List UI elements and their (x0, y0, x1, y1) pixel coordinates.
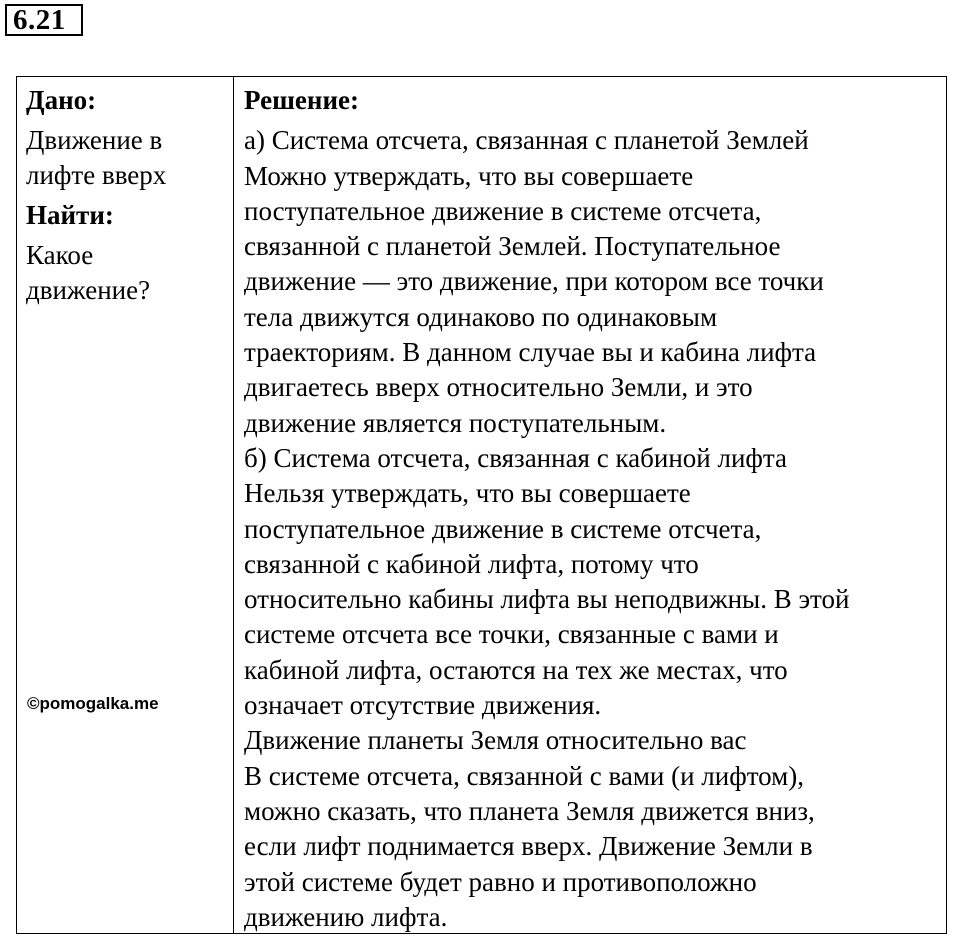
solution-column (244, 83, 944, 935)
given-column (26, 83, 226, 308)
solution-line: движению лифта. (244, 901, 448, 932)
solution-line: системе отсчета все точки, связанные с вами и (244, 619, 779, 650)
solution-line: тела движутся одинаково по одинаковым (244, 301, 718, 332)
given-line: Движение в (26, 125, 163, 155)
find-line: движение? (26, 275, 151, 305)
column-divider (233, 77, 234, 933)
find-line: Какое (26, 240, 94, 270)
solution-line: поступательное движение в системе отсчета, (244, 513, 762, 544)
solution-line: связанной с планетой Землей. Поступательное (244, 231, 781, 262)
solution-line: Можно утверждать, что вы совершаете (244, 160, 694, 191)
given-line: лифте вверх (26, 160, 167, 190)
solution-line: а) Система отсчета, связанная с планетой Землей (244, 125, 809, 156)
solution-line: этой системе будет равно и противоположно (244, 866, 757, 897)
solution-line: б) Система отсчета, связанная с кабиной лифта (244, 442, 788, 473)
find-text (26, 238, 226, 308)
given-text (26, 123, 226, 193)
find-heading: Найти: (26, 200, 114, 230)
solution-line: относительно кабины лифта вы неподвижны. В этой (244, 584, 850, 615)
solution-heading: Решение: (244, 85, 359, 115)
solution-body (244, 123, 944, 935)
solution-line: траекториям. В данном случае вы и кабина лифта (244, 337, 817, 368)
solution-line: Движение планеты Земля относительно вас (244, 725, 747, 756)
solution-line: если лифт поднимается вверх. Движение Земли в (244, 831, 813, 862)
solution-line: В системе отсчета, связанной с вами (и лифтом), (244, 760, 804, 791)
problem-number: 6.21 (5, 4, 83, 36)
solution-line: Нельзя утверждать, что вы совершаете (244, 478, 691, 509)
solution-line: можно сказать, что планета Земля движется вниз, (244, 795, 815, 826)
solution-line: связанной с кабиной лифта, потому что (244, 548, 699, 579)
solution-line: поступательное движение в системе отсчета, (244, 195, 762, 226)
solution-table (16, 76, 947, 934)
solution-line: означает отсутствие движения. (244, 690, 602, 721)
solution-line: движение — это движение, при котором все точки (244, 266, 824, 297)
solution-line: движение является поступательным. (244, 407, 667, 438)
solution-line: двигаетесь вверх относительно Земли, и это (244, 372, 753, 403)
solution-line: кабиной лифта, остаются на тех же местах, что (244, 654, 788, 685)
watermark: ©pomogalka.me (27, 694, 159, 713)
given-heading: Дано: (26, 85, 97, 115)
